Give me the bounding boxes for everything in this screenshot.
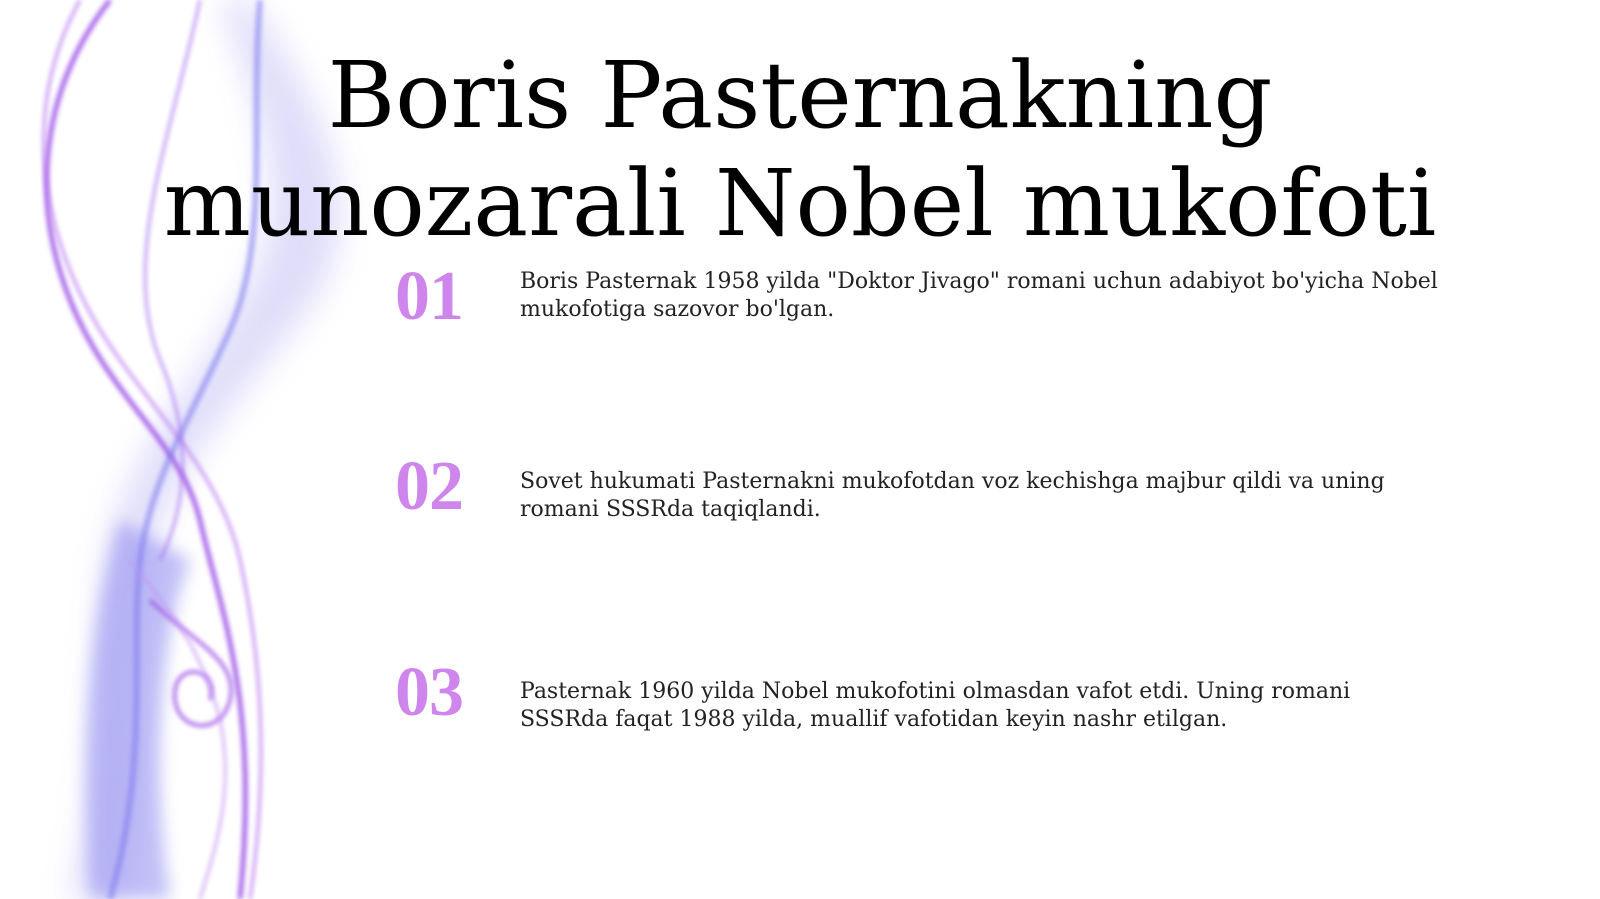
list-item [395,654,1455,738]
item-text: Pasternak 1960 yilda Nobel mukofotini olmasdan vafot etdi. Uning romani SSSRda faqat 1988 yilda, muallif vafotidan keyin nashr etilgan. [520,679,1351,732]
item-text: Sovet hukumati Pasternakni mukofotdan voz kechishga majbur qildi va uning romani SSSRda taqiqlandi. [520,469,1385,522]
list-item [395,258,1455,342]
item-number: 01 [395,258,463,335]
slide-title: Boris Pasternakning munozarali Nobel mukofoti [163,42,1437,257]
item-number: 02 [395,448,463,525]
list-item [395,448,1455,532]
item-text: Boris Pasternak 1958 yilda "Doktor Jivago" romani uchun adabiyot bo'yicha Nobel mukofotiga sazovor bo'lgan. [520,269,1438,322]
item-number: 03 [395,654,463,731]
